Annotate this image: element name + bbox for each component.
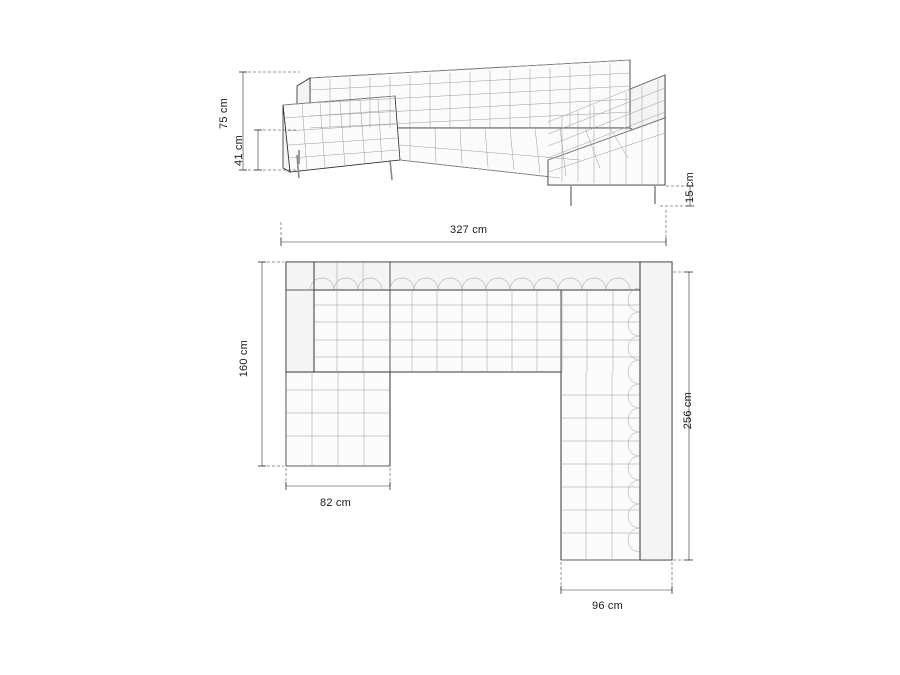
dim-label-depth-left: 160 cm [238,340,250,378]
dim-depth-left [258,262,284,466]
dim-chaise-width [286,468,390,490]
dim-arm-width [561,562,672,594]
dim-label-arm-width: 96 cm [592,600,623,612]
plan-outline [286,262,672,560]
dim-label-seat-height: 41 cm [233,135,245,166]
dim-label-width-total: 327 cm [450,224,488,236]
dim-label-chaise-width: 82 cm [320,497,351,509]
dim-label-depth-right: 256 cm [682,392,694,430]
dim-label-leg-height: 15 cm [684,172,696,203]
dim-label-height-total: 75 cm [218,98,230,129]
